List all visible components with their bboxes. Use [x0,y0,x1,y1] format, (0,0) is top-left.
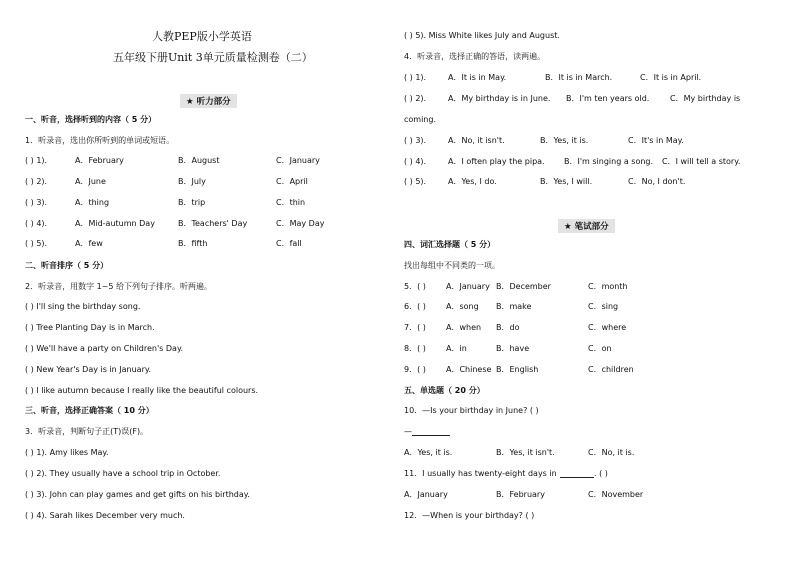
option-a: A．It is in May. [448,73,507,82]
question-number: ( ) 4). [25,219,48,228]
ordering-item: ( ) I'll sing the birthday song. [25,302,141,311]
answer-blank[interactable] [560,477,594,478]
option-c: C．children [588,365,634,374]
section-5-heading: 五、单选题（ 20 分） [404,386,485,395]
option-c: C．month [588,282,628,291]
option-c: C．It's in May. [628,136,684,145]
option-a: A．Yes, it is. [404,448,453,457]
option-b: B．I'm singing a song. [564,157,654,166]
option-a: A．January [446,282,490,291]
question-number: 8．( ) [404,344,426,353]
option-a: A．Yes, I do. [448,177,497,186]
question-number: 7．( ) [404,323,426,332]
section-1-instruction: 1．听录音，选出你所听到的单词或短语。 [25,136,175,145]
option-c: C．fall [276,239,302,248]
section-3-instruction: 3．听录音，判断句子正(T)误(F)。 [25,427,149,436]
listening-section-banner: ★ 听力部分 [180,94,237,108]
option-c: C．No, it is. [588,448,635,457]
true-false-item: ( ) 4). Sarah likes December very much. [25,511,185,520]
option-a: A．My birthday is in June. [448,94,551,103]
answer-dash: — [404,427,412,436]
section-3-heading: 三、听音，选择正确答案（ 10 分） [25,406,154,415]
option-c: C．sing [588,302,619,311]
option-c: C．No, I don't. [628,177,686,186]
question-number: ( ) 2). [25,177,48,186]
question-number: ( ) 4). [404,157,427,166]
option-a: A．Mid-autumn Day [75,219,155,228]
option-b: B．July [178,177,206,186]
option-c: C．thin [276,198,306,207]
option-a: A．No, it isn't. [448,136,505,145]
true-false-item: ( ) 2). They usually have a school trip in October. [25,469,221,478]
title-line-1: 人教PEP版小学英语 [152,30,252,43]
question-12: 12．—When is your birthday? ( ) [404,511,535,520]
section-2-heading: 二、听音排序（ 5 分） [25,261,109,270]
question-11-text: 11．I usually has twenty-eight days in [404,469,557,478]
option-c: C．on [588,344,612,353]
option-a: A．few [75,239,103,248]
option-b: B．December [496,282,551,291]
option-a: A．when [446,323,482,332]
option-b: B．English [496,365,539,374]
option-a: A．Chinese [446,365,492,374]
option-b: B．Teachers' Day [178,219,248,228]
question-11-end: . ( ) [594,469,608,478]
option-a: A．I often play the pipa. [448,157,545,166]
option-a: A．February [75,156,124,165]
option-b: B．I'm ten years old. [566,94,650,103]
question-number: ( ) 5). [25,239,48,248]
option-continuation: coming. [404,115,436,124]
option-c: C．where [588,323,627,332]
title-line-2: 五年级下册Unit 3单元质量检测卷（二） [113,51,313,64]
option-b: B．Yes, it isn't. [496,448,555,457]
question-number: ( ) 2). [404,94,427,103]
option-b: B．make [496,302,532,311]
option-c: C．I will tell a story. [662,157,741,166]
option-c: C．My birthday is [670,94,741,103]
question-number: 6．( ) [404,302,426,311]
option-a: A．June [75,177,106,186]
option-b: B．August [178,156,220,165]
option-c: C．November [588,490,644,499]
ordering-item: ( ) I like autumn because I really like the beautiful colours. [25,386,259,395]
question-number: ( ) 1). [25,156,48,165]
ordering-item: ( ) We'll have a party on Children's Day. [25,344,184,353]
true-false-item: ( ) 3). John can play games and get gifts on his birthday. [25,490,250,499]
true-false-item: ( ) 1). Amy likes May. [25,448,109,457]
option-a: A．January [404,490,448,499]
question-10: 10．—Is your birthday in June? ( ) [404,406,539,415]
question-number: 9．( ) [404,365,426,374]
section-4-listening-instruction: 4．听录音，选择正确的答语，读两遍。 [404,52,546,61]
question-number: ( ) 5). [404,177,427,186]
option-b: B．Yes, I will. [540,177,593,186]
question-number: ( ) 1). [404,73,427,82]
question-number: ( ) 3). [25,198,48,207]
option-b: B．trip [178,198,206,207]
option-c: C．It is in April. [640,73,702,82]
question-number: 5．( ) [404,282,426,291]
section-4-heading: 四、词汇选择题（ 5 分） [404,240,496,249]
answer-blank[interactable] [412,435,450,436]
section-2-instruction: 2．听录音，用数字 1~5 给下列句子排序。听两遍。 [25,282,213,291]
section-1-heading: 一、听音，选择听到的内容（ 5 分） [25,115,157,124]
option-c: C．January [276,156,320,165]
ordering-item: ( ) New Year's Day is in January. [25,365,152,374]
ordering-item: ( ) Tree Planting Day is in March. [25,323,155,332]
option-a: A．thing [75,198,110,207]
option-c: C．May Day [276,219,325,228]
option-c: C．April [276,177,308,186]
option-b: B．It is in March. [545,73,613,82]
option-a: A．in [446,344,467,353]
true-false-item: ( ) 5). Miss White likes July and August. [404,31,560,40]
option-b: B．Yes, it is. [540,136,589,145]
written-section-banner: ★ 笔试部分 [558,219,615,233]
option-a: A．song [446,302,479,311]
option-b: B．have [496,344,530,353]
option-b: B．do [496,323,520,332]
option-b: B．February [496,490,545,499]
question-number: ( ) 3). [404,136,427,145]
section-4-instruction: 找出每组中不同类的一项。 [404,261,500,270]
option-b: B．fifth [178,239,208,248]
